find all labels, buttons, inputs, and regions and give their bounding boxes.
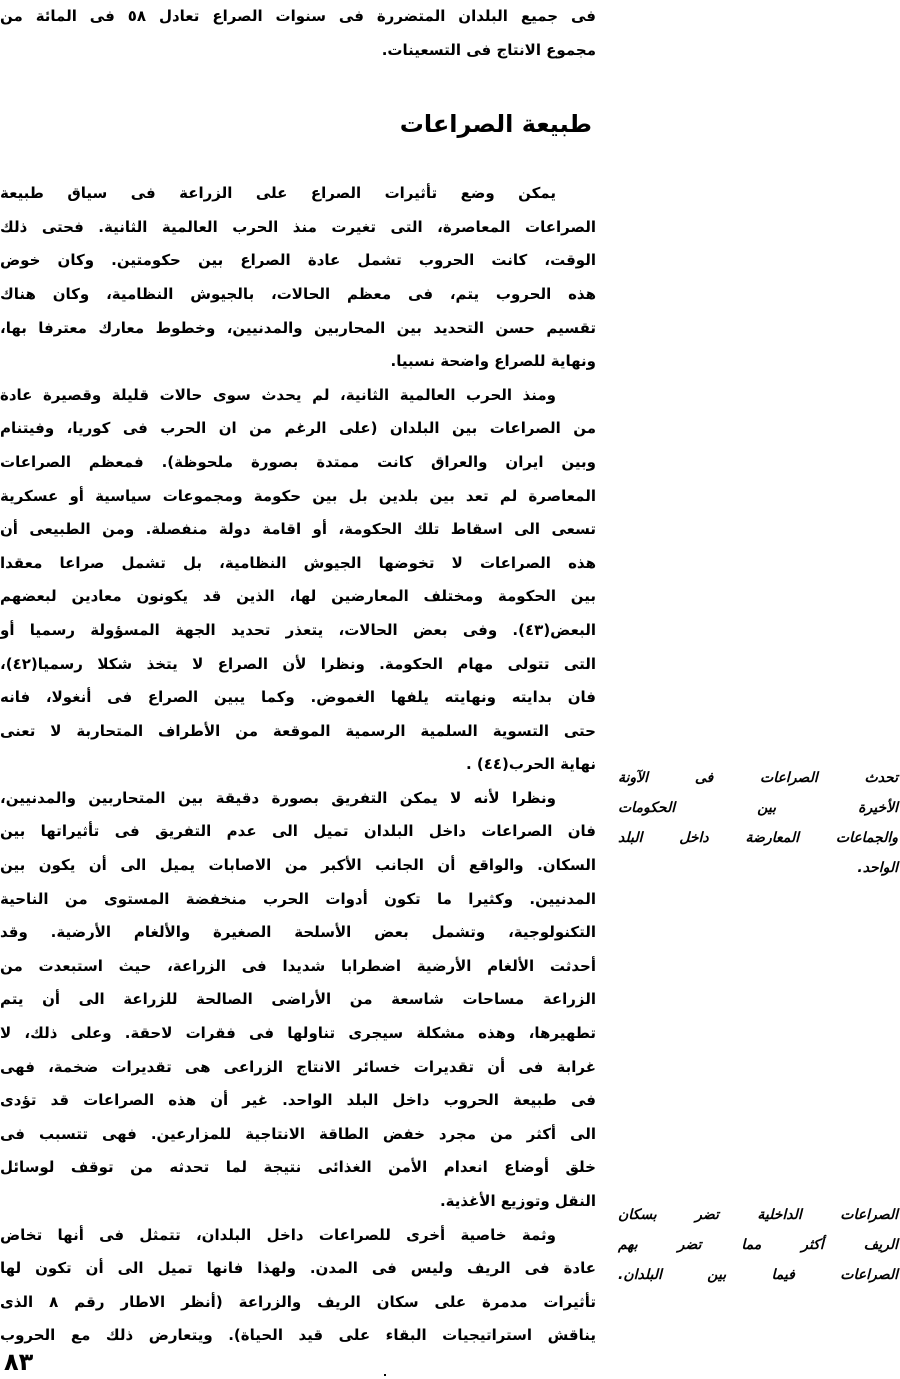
scan-speck xyxy=(384,1374,386,1376)
paragraph-1 xyxy=(0,177,596,379)
text-line: أحدثت الألغام الأرضية اضطرابا شديدا فى الزراعة، حيث استبعدت من xyxy=(0,956,596,975)
text-line: بين الحكومة ومختلف المعارضين لها، الذين قد يكونون معادين لبعضهم xyxy=(0,587,596,606)
text-line: الوقت، كانت الحروب تشمل عادة الصراع بين حكومتين. وكان خوض xyxy=(0,251,596,270)
paragraph-4 xyxy=(0,1219,596,1353)
text-line: فان الصراعات داخل البلدان تميل الى عدم التفريق فى تأثيراتها بين xyxy=(0,822,596,841)
margin-note-2 xyxy=(618,1200,898,1290)
text-line: تقسيم حسن التحديد بين المحاربين والمدنيين، وخطوط معارك معترفا بها، xyxy=(0,318,596,337)
text-line: البعض(٤٣). وفى بعض الحالات، يتعذر تحديد الجهة المسؤولة رسميا أو xyxy=(0,620,596,639)
page-number: ٨٣ xyxy=(4,1348,34,1376)
text-line: خلق أوضاع انعدام الأمن الغذائى نتيجة لما تحدثه من توقف لوسائل xyxy=(0,1158,596,1177)
paragraph-2 xyxy=(0,379,596,782)
text-line: تطهيرها، وهذه مشكلة سيجرى تناولها فى فقرات لاحقة. وعلى ذلك، لا xyxy=(0,1024,596,1043)
text-line: التكنولوجية، وتشمل بعض الأسلحة الصغيرة والألغام الأرضية. وقد xyxy=(0,923,596,942)
text-line: هذه الحروب يتم، فى معظم الحالات، بالجيوش النظامية، وكان هناك xyxy=(0,284,596,303)
text-line: ونهاية للصراع واضحة نسبيا. xyxy=(390,352,596,371)
note-line: الصراعات فيما بين البلدان. xyxy=(618,1267,898,1283)
text-line: يمكن وضع تأثيرات الصراع على الزراعة فى سياق طبيعة xyxy=(0,184,556,203)
text-line: الزراعة مساحات شاسعة من الأراضى الصالحة للزراعة الى أن يتم xyxy=(0,990,596,1009)
text-line: ومنذ الحرب العالمية الثانية، لم يحدث سوى حالات قليلة وقصيرة عادة xyxy=(0,385,556,404)
text-line: فى طبيعة الحروب داخل البلد الواحد. غير أن هذه الصراعات قد تؤدى xyxy=(0,1091,596,1110)
text-line: المدنيين. وكثيرا ما تكون أدوات الحرب منخفضة المستوى من الناحية xyxy=(0,889,596,908)
text-line: الى أكثر من مجرد خفض الطاقة الانتاجية للمزارعين. فهى تتسبب فى xyxy=(0,1124,596,1143)
text-line: حتى التسوية السلمية الرسمية الموقعة من الأطراف المتحاربة لا تعنى xyxy=(0,721,596,740)
text-line: المعاصرة لم تعد بين بلدين بل بين حكومة ومجموعات سياسية أو عسكرية xyxy=(0,486,596,505)
text-line: فان بدايته ونهايته يلفها الغموض. وكما يبين الصراع فى أنغولا، فانه xyxy=(0,688,596,707)
text-line: التى تتولى مهام الحكومة. ونظرا لأن الصراع لا يتخذ شكلا رسميا(٤٢)، xyxy=(0,654,596,673)
text-line: فى جميع البلدان المتضررة فى سنوات الصراع تعادل ٥٨ فى المائة من xyxy=(0,7,596,25)
paragraph-3 xyxy=(0,782,596,1219)
note-line: تحدث الصراعات فى الآونة xyxy=(618,770,898,786)
text-line: وبين ايران والعراق كانت ممتدة بصورة ملحوظة). فمعظم الصراعات xyxy=(0,452,596,471)
text-line: الصراعات المعاصرة، التى تغيرت منذ الحرب العالمية الثانية. فحتى ذلك xyxy=(0,217,596,236)
text-line: تأثيرات مدمرة على سكان الريف والزراعة (أنظر الاطار رقم ٨ الذى xyxy=(0,1292,597,1311)
note-line: الريف أكثر مما تضر بهم xyxy=(618,1237,898,1253)
section-heading: طبيعة الصراعات xyxy=(399,110,592,139)
text-line: هذه الصراعات لا تخوضها الجيوش النظامية، بل تشمل صراعا معقدا xyxy=(0,553,596,572)
margin-note-1 xyxy=(618,763,898,883)
intro-text xyxy=(0,0,596,67)
text-line: نهاية الحرب(٤٤) . xyxy=(465,755,596,774)
text-line: النقل وتوزيع الأغذية. xyxy=(439,1192,596,1210)
text-line: مجموع الانتاج فى التسعينات. xyxy=(381,40,596,59)
note-line: والجماعات المعارضة داخل البلد xyxy=(618,830,898,846)
note-line: الواحد. xyxy=(857,860,898,876)
note-line: الصراعات الداخلية تضر بسكان xyxy=(618,1207,898,1223)
text-line: يناقش استراتيجيات البقاء على قيد الحياة). ويتعارض ذلك مع الحروب xyxy=(0,1326,596,1345)
text-line: من الصراعات بين البلدان (على الرغم من ان الحرب فى كوريا، وفيتنام xyxy=(0,419,596,438)
text-line: ونظرا لأنه لا يمكن التفريق بصورة دقيقة بين المتحاربين والمدنيين، xyxy=(0,788,556,807)
note-line: الأخيرة بين الحكومات xyxy=(618,800,898,816)
text-line: غرابة فى أن تقديرات خسائر الانتاج الزراعى هى تقديرات ضخمة، فهى xyxy=(0,1057,596,1076)
text-line: تسعى الى اسقاط تلك الحكومة، أو اقامة دولة منفصلة. ومن الطبيعى أن xyxy=(0,520,596,539)
text-line: عادة فى الريف وليس فى المدن. ولهذا فانها تميل الى أن تكون لها xyxy=(0,1259,596,1278)
text-line: السكان. والواقع أن الجانب الأكبر من الاصابات يميل الى أن يكون بين xyxy=(0,856,596,875)
text-line: وثمة خاصية أخرى للصراعات داخل البلدان، تتمثل فى أنها تخاض xyxy=(0,1225,556,1244)
